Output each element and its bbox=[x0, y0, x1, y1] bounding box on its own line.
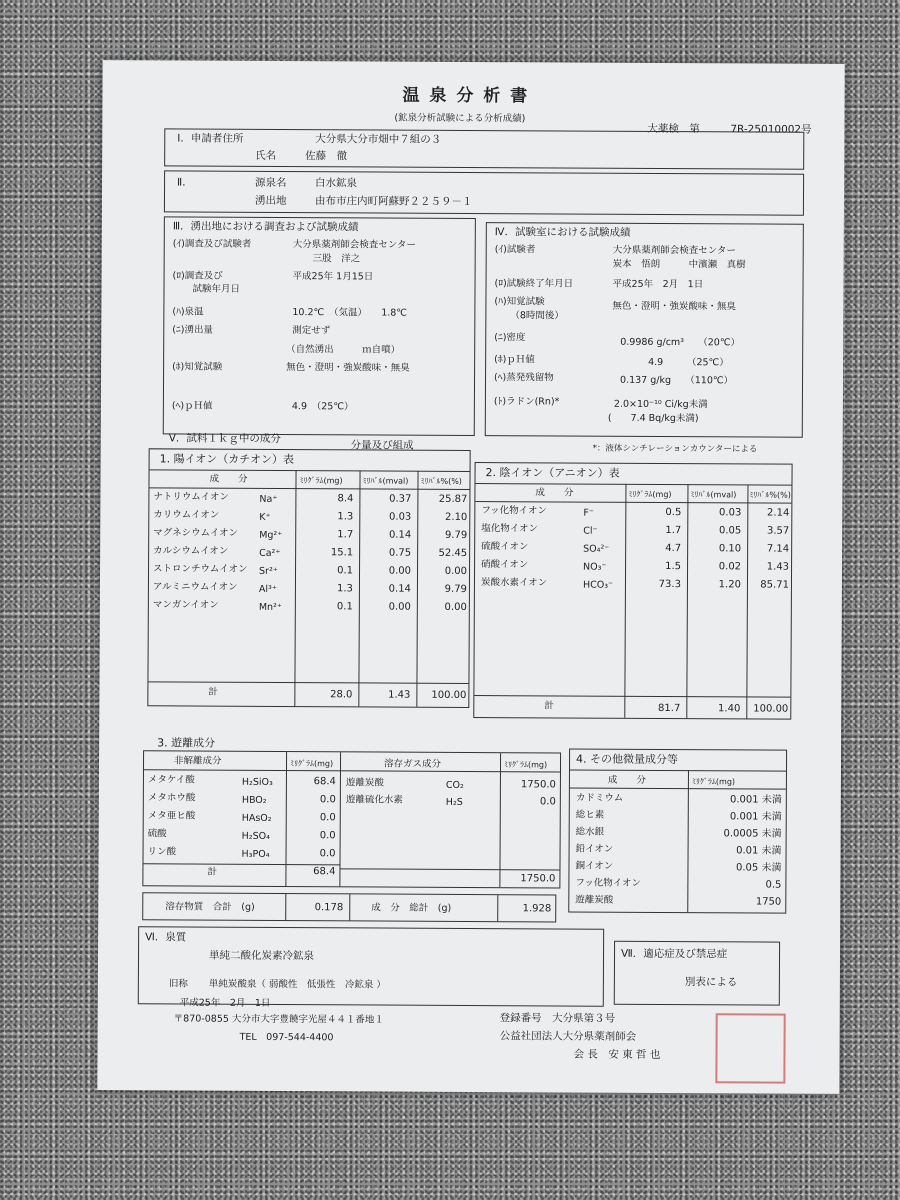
trace-name: 遊離炭酸 bbox=[575, 894, 614, 906]
free-mg: 0.0 bbox=[319, 848, 336, 860]
cation-mg: 8.4 bbox=[337, 493, 354, 505]
column-header: 成 分 bbox=[607, 774, 646, 786]
cation-mg: 1.3 bbox=[337, 511, 354, 523]
quality-old-label: 旧称 bbox=[168, 978, 188, 990]
column-header: ﾐﾘﾊﾞﾙ%(%) bbox=[749, 490, 791, 500]
anion-total-mval: 1.40 bbox=[718, 703, 741, 715]
cation-mg: 0.1 bbox=[336, 601, 353, 613]
anion-name: 硝酸イオン bbox=[481, 559, 529, 571]
quality-section bbox=[138, 926, 604, 1006]
field-item-value: 10.2℃ （気温） 1.8℃ bbox=[292, 307, 408, 319]
column-header: ﾐﾘｸﾞﾗﾑ(mg) bbox=[289, 759, 334, 769]
dissolved-total: 0.178 bbox=[314, 902, 344, 914]
free-mg: 0.0 bbox=[319, 830, 336, 842]
free-total: 68.4 bbox=[313, 866, 336, 878]
lab-item-label: (ﾄ)ラドン(Rn)* bbox=[493, 396, 560, 408]
trace-name: カドミウム bbox=[575, 792, 624, 804]
gas-mg: 0.0 bbox=[539, 796, 556, 808]
trace-table bbox=[568, 749, 787, 914]
free-mg: 0.0 bbox=[319, 794, 336, 806]
lab-item-value: 4.9 （25℃） bbox=[648, 356, 729, 369]
source-heading: Ⅱ． bbox=[177, 176, 193, 189]
trace-value: 0.001 未満 bbox=[729, 811, 782, 823]
column-header: 溶存ガス成分 bbox=[383, 758, 442, 770]
indications-section bbox=[614, 941, 780, 1006]
quality-name: 単純二酸化炭素冷鉱泉 bbox=[208, 949, 315, 963]
column-header: 非解離成分 bbox=[174, 755, 222, 767]
lab-item-value: 0.137 g/kg （110℃） bbox=[620, 374, 734, 387]
anion-mval: 1.20 bbox=[718, 579, 741, 591]
gas-total: 1750.0 bbox=[520, 873, 556, 885]
gas-formula: H₂S bbox=[445, 796, 463, 808]
source-section bbox=[164, 170, 804, 215]
trace-name: フッ化物イオン bbox=[575, 877, 641, 889]
applicant-name: 佐藤 徹 bbox=[305, 150, 348, 163]
anion-mg: 0.5 bbox=[665, 507, 682, 519]
anion-formula: HCO₃⁻ bbox=[582, 579, 614, 591]
anion-pct: 1.43 bbox=[766, 561, 790, 573]
anion-total-mg: 81.7 bbox=[658, 702, 681, 715]
column-header: ﾐﾘﾊﾞﾙ(mval) bbox=[690, 490, 737, 500]
quality-heading: Ⅵ．泉質 bbox=[145, 931, 187, 944]
field-item-label: (ﾍ)ｐＨ値 bbox=[171, 400, 213, 412]
lab-test-section bbox=[485, 222, 804, 438]
free-formula: HBO₂ bbox=[241, 794, 267, 806]
cation-pct: 0.00 bbox=[444, 601, 467, 613]
free-formula: H₃PO₄ bbox=[241, 848, 270, 860]
lab-item-value: 平成25年 2月 1日 bbox=[612, 278, 704, 291]
cation-name: マグネシウムイオン bbox=[153, 527, 239, 539]
cation-name: マンガンイオン bbox=[152, 599, 219, 611]
cation-mval: 0.00 bbox=[388, 565, 412, 577]
cation-name: ストロンチウムイオン bbox=[153, 563, 248, 575]
components-subtitle: 分量及び組成 bbox=[350, 439, 414, 452]
field-item-value: 無色・澄明・強炭酸味・無臭 bbox=[286, 362, 410, 374]
anion-pct: 3.57 bbox=[766, 525, 790, 537]
cation-mg: 0.1 bbox=[337, 565, 354, 577]
column-header: ﾐﾘｸﾞﾗﾑ(mg) bbox=[628, 489, 672, 500]
cation-pct: 2.10 bbox=[445, 511, 468, 523]
field-item-value: 4.9 （25℃） bbox=[291, 401, 354, 413]
anion-total-pct: 100.00 bbox=[753, 703, 789, 715]
field-item-label: (ﾊ)泉温 bbox=[172, 306, 204, 318]
cation-name: カルシウムイオン bbox=[153, 545, 229, 557]
column-header: ﾐﾘﾊﾞﾙ%(%) bbox=[420, 476, 462, 486]
gas-formula: CO₂ bbox=[445, 779, 464, 791]
cation-formula: Ca²⁺ bbox=[259, 547, 281, 560]
cation-mg: 1.3 bbox=[337, 583, 353, 595]
field-item-value: （自然湧出 ｍ自噴） bbox=[286, 344, 401, 356]
cation-formula: Mg²⁺ bbox=[259, 529, 283, 542]
anion-formula: SO₄²⁻ bbox=[583, 543, 610, 555]
free-formula: HAsO₂ bbox=[241, 812, 272, 824]
lab-item-label: (ﾍ)蒸発残留物 bbox=[494, 372, 554, 384]
cation-total-mval: 1.43 bbox=[388, 689, 411, 701]
lab-item-label: (ﾆ)密度 bbox=[494, 332, 526, 344]
lab-item-label: （8時間後） bbox=[510, 310, 564, 322]
cation-formula: Sr²⁺ bbox=[258, 565, 278, 577]
registration-number: 登録番号 大分県第３号 bbox=[499, 1012, 616, 1025]
cation-mg: 1.7 bbox=[337, 529, 354, 541]
totals-box bbox=[142, 892, 556, 922]
column-header: ﾐﾘｸﾞﾗﾑ(mg) bbox=[691, 777, 736, 787]
lab-item-label: (ﾎ)ｐＨ値 bbox=[494, 354, 535, 366]
field-item-value: 測定せず bbox=[292, 325, 331, 337]
document-subtitle: (鉱泉分析試験による分析成績) bbox=[394, 112, 526, 125]
column-header: 成 分 bbox=[535, 487, 574, 499]
trace-value: 0.5 bbox=[765, 879, 782, 891]
cation-formula: Al³⁺ bbox=[258, 583, 277, 595]
trace-name: 総水銀 bbox=[575, 826, 605, 838]
analysis-document bbox=[97, 60, 844, 1094]
gas-name: 遊離硫化水素 bbox=[345, 794, 403, 806]
trace-value: 0.0005 未満 bbox=[723, 828, 782, 840]
anion-formula: NO₃⁻ bbox=[583, 561, 607, 573]
lab-item-value: ( 7.4 Bq/kg未満) bbox=[607, 412, 699, 425]
ref-label: 大薬検 第 bbox=[647, 122, 700, 136]
field-survey-section bbox=[163, 216, 476, 436]
cation-pct: 9.79 bbox=[444, 583, 467, 595]
anion-formula: Cl⁻ bbox=[583, 525, 598, 537]
anion-mg: 1.5 bbox=[665, 561, 682, 573]
cation-mval: 0.14 bbox=[388, 583, 411, 595]
cation-pct: 9.79 bbox=[444, 529, 468, 541]
applicant-address: 大分県大分市畑中７組の３ bbox=[315, 133, 442, 146]
lab-test-heading: Ⅳ．試験室における試験成績 bbox=[494, 226, 631, 239]
anion-pct: 85.71 bbox=[760, 579, 789, 591]
trace-value: 0.01 未満 bbox=[736, 845, 782, 857]
anion-name: 硫酸イオン bbox=[481, 541, 529, 553]
free-mg: 0.0 bbox=[319, 812, 336, 824]
free-name: メタ亜ヒ酸 bbox=[147, 810, 196, 822]
anion-pct: 2.14 bbox=[767, 507, 790, 519]
indications-heading: Ⅶ．適応症及び禁忌症 bbox=[620, 947, 728, 961]
lab-item-value: 大分県薬剤師会検査センター bbox=[612, 244, 736, 257]
free-name: リン酸 bbox=[147, 846, 177, 858]
free-formula: H₂SiO₃ bbox=[241, 776, 273, 788]
anion-formula: F⁻ bbox=[583, 507, 594, 519]
trace-title: 4. その他微量成分等 bbox=[576, 752, 679, 767]
issuer-chief: 会 長 安 東 哲 也 bbox=[573, 1048, 661, 1061]
ref-number: 7R-25010002号 bbox=[730, 123, 812, 136]
cation-mval: 0.14 bbox=[388, 529, 412, 541]
lab-item-label: (ｲ)試験者 bbox=[494, 244, 536, 256]
anion-mval: 0.03 bbox=[719, 507, 742, 519]
cation-table-title: 1. 陽イオン（カチオン）表 bbox=[159, 452, 295, 467]
cation-name: ナトリウムイオン bbox=[153, 491, 229, 503]
all-total-label: 成 分 総計 (g) bbox=[371, 902, 452, 914]
cation-pct: 25.87 bbox=[438, 493, 468, 505]
source-name-label: 源泉名 bbox=[255, 176, 287, 190]
issuer-tel: TEL 097-544-4400 bbox=[239, 1031, 334, 1044]
total-label: 計 bbox=[544, 700, 554, 712]
anion-name: 炭酸水素イオン bbox=[480, 577, 548, 589]
official-seal-stamp bbox=[715, 1013, 785, 1083]
trace-name: 鉛イオン bbox=[575, 843, 614, 855]
lab-item-value: 0.9986 g/cm³ （20℃） bbox=[620, 336, 741, 349]
anion-table bbox=[473, 462, 792, 720]
anion-name: フッ化物イオン bbox=[481, 505, 547, 517]
free-table bbox=[142, 750, 561, 888]
free-name: 硫酸 bbox=[147, 828, 167, 840]
anion-pct: 7.14 bbox=[766, 543, 790, 555]
lab-item-label: (ﾊ)知覚試験 bbox=[494, 296, 545, 308]
lab-item-value: 無色・澄明・強炭酸味・無臭 bbox=[612, 300, 736, 313]
document-title: 温 泉 分 析 書 bbox=[402, 85, 530, 107]
cation-name: カリウムイオン bbox=[153, 509, 220, 521]
field-item-label: (ﾛ)調査及び bbox=[172, 270, 223, 282]
field-item-value: 三股 洋之 bbox=[312, 253, 361, 265]
cation-formula: Mn²⁺ bbox=[258, 601, 282, 614]
field-item-value: 平成25年 1月15日 bbox=[292, 271, 374, 283]
free-title: 3. 遊離成分 bbox=[157, 736, 216, 750]
cation-formula: Na⁺ bbox=[259, 493, 278, 505]
cation-mval: 0.00 bbox=[388, 601, 411, 613]
applicant-section bbox=[164, 128, 804, 169]
cation-mval: 0.03 bbox=[389, 511, 412, 523]
free-name: メタケイ酸 bbox=[147, 774, 195, 786]
trace-name: 総ヒ素 bbox=[575, 809, 605, 821]
anion-mg: 1.7 bbox=[665, 525, 682, 537]
cation-mg: 15.1 bbox=[330, 547, 354, 559]
free-mg: 68.4 bbox=[313, 776, 336, 788]
field-item-value: 大分県薬剤師会検査センター bbox=[292, 239, 416, 251]
source-name: 白水鉱泉 bbox=[315, 177, 358, 190]
source-place-label: 湧出地 bbox=[254, 194, 287, 208]
issue-date: 平成25年 2月 1日 bbox=[179, 997, 271, 1009]
cation-mval: 0.75 bbox=[388, 547, 412, 559]
free-name: メタホウ酸 bbox=[147, 792, 196, 804]
anion-mval: 0.10 bbox=[718, 543, 742, 555]
gas-name: 遊離炭酸 bbox=[345, 777, 384, 789]
field-item-label: (ﾆ)湧出量 bbox=[172, 324, 213, 336]
field-item-label: (ｲ)調査及び試験者 bbox=[172, 238, 252, 250]
cation-name: アルミニウムイオン bbox=[152, 581, 238, 593]
total-label: 計 bbox=[207, 866, 217, 878]
field-item-label: 試験年月日 bbox=[192, 283, 241, 295]
cation-table bbox=[147, 448, 470, 708]
cation-mval: 0.37 bbox=[389, 493, 412, 505]
anion-mval: 0.05 bbox=[718, 525, 742, 537]
lab-item-value: 2.0×10⁻¹⁰ Ci/kg未満 bbox=[613, 398, 708, 411]
anion-table-title: 2. 陰イオン（アニオン）表 bbox=[485, 466, 620, 480]
cation-total-mg: 28.0 bbox=[330, 689, 353, 701]
dissolved-total-label: 溶存物質 合計 (g) bbox=[165, 901, 255, 913]
cation-pct: 52.45 bbox=[438, 547, 468, 559]
components-heading: Ⅴ．試料１ｋｇ中の成分 bbox=[168, 432, 281, 446]
all-total: 1.928 bbox=[522, 903, 552, 915]
cation-total-pct: 100.00 bbox=[431, 689, 467, 701]
total-label: 計 bbox=[208, 686, 218, 698]
lab-footnote: *：液体シンチレーションカウンターによる bbox=[592, 443, 758, 455]
issuer-address: 〒870-0855 大分市大字豊饒字光屋４４１番地１ bbox=[173, 1013, 384, 1026]
column-header: ﾐﾘｸﾞﾗﾑ(mg) bbox=[503, 760, 548, 770]
lab-item-label: (ﾛ)試験終了年月日 bbox=[494, 278, 574, 290]
column-header: 成 分 bbox=[209, 473, 248, 485]
anion-mg: 4.7 bbox=[665, 543, 682, 555]
trace-value: 1750 bbox=[755, 896, 782, 908]
anion-mg: 73.3 bbox=[658, 578, 681, 591]
column-header: ﾐﾘｸﾞﾗﾑ(mg) bbox=[299, 476, 343, 486]
anion-mval: 0.02 bbox=[718, 561, 742, 573]
applicant-heading: Ⅰ．申請者住所 bbox=[177, 132, 244, 145]
issuer-org: 公益社団法人大分県薬剤師会 bbox=[499, 1030, 637, 1043]
field-item-label: (ﾎ)知覚試験 bbox=[172, 361, 223, 373]
trace-value: 0.05 未満 bbox=[735, 862, 782, 874]
anion-name: 塩化物イオン bbox=[481, 523, 539, 535]
cation-formula: K⁺ bbox=[259, 511, 271, 523]
column-header: ﾐﾘﾊﾞﾙ(mval) bbox=[362, 476, 409, 486]
source-place: 由布市庄内町阿蘇野２２５９－１ bbox=[314, 195, 473, 209]
free-formula: H₂SO₄ bbox=[241, 830, 270, 842]
gas-mg: 1750.0 bbox=[520, 779, 556, 791]
trace-value: 0.001 未満 bbox=[729, 794, 782, 806]
applicant-name-label: 氏名 bbox=[255, 149, 277, 162]
indications-value: 別表による bbox=[684, 976, 738, 989]
lab-item-value: 炭本 悟朗 中濱瀬 真樹 bbox=[612, 258, 746, 271]
quality-old: 単純炭酸泉（ 弱酸性 低張性 冷鉱泉 ） bbox=[208, 978, 386, 991]
field-survey-heading: Ⅲ．湧出地における調査および試験成績 bbox=[172, 220, 359, 234]
trace-name: 銅イオン bbox=[575, 860, 614, 872]
cation-pct: 0.00 bbox=[444, 565, 468, 577]
